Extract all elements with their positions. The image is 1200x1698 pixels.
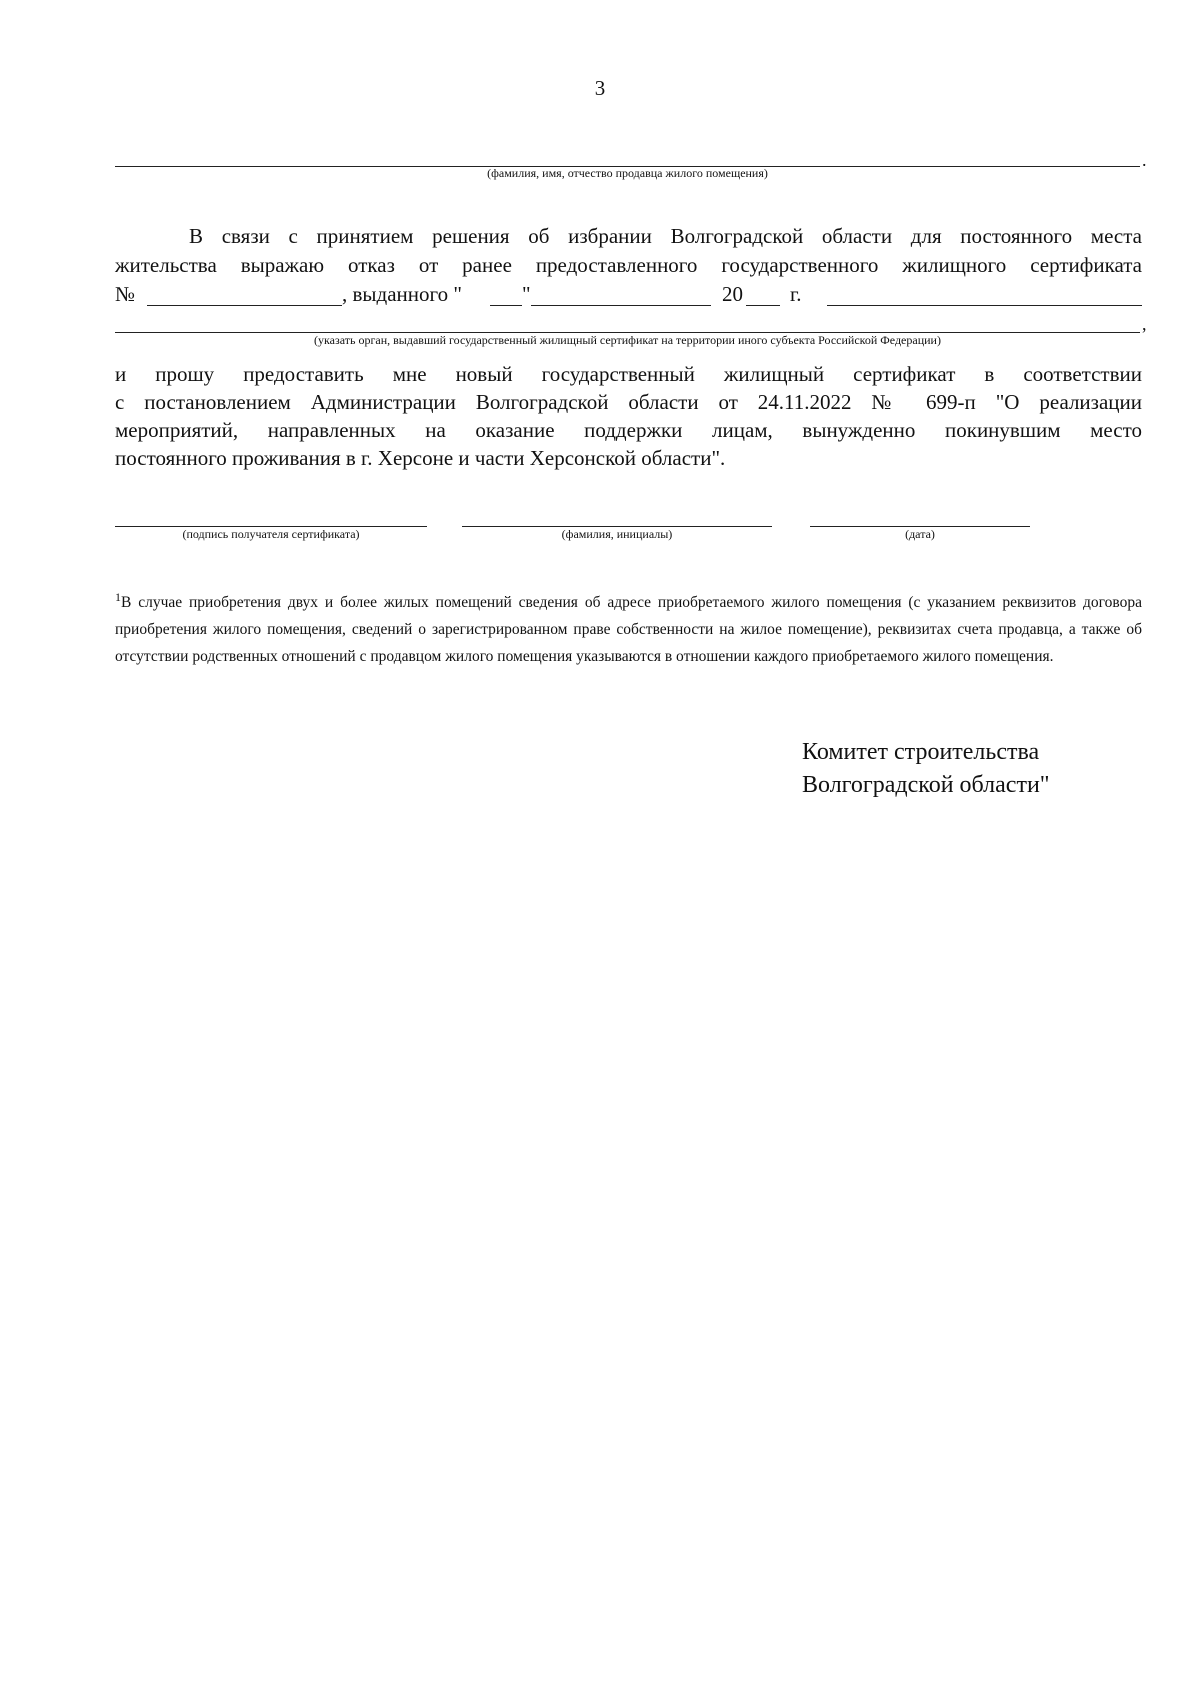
- signoff-line2: Волгоградской области": [802, 772, 1050, 798]
- quote-close: ": [522, 282, 531, 306]
- paragraph2-line2: с постановлением Администрации Волгоградской области от 24.11.2022 № 699-п "О реализации: [115, 390, 1142, 414]
- seller-trailing-period: .: [1142, 150, 1147, 170]
- paragraph2-line1: и прошу предоставить мне новый государственный жилищный сертификат в соответствии: [115, 362, 1142, 386]
- issuer-field-start[interactable]: [827, 305, 1142, 306]
- issue-year-field[interactable]: [746, 305, 780, 306]
- paragraph2-line3: мероприятий, направленных на оказание поддержки лицам, вынужденно покинувшим место: [115, 418, 1142, 442]
- seller-name-caption: (фамилия, имя, отчество продавца жилого помещения): [487, 166, 768, 180]
- year-suffix: г.: [790, 282, 802, 306]
- footnote-text: В случае приобретения двух и более жилых помещений сведения об адресе приобретаемого жилого помещения (с указанием реквизитов договора приобретения жилого помещения, сведений о зарегистрированном праве собственности на жилое помещение), реквизитах счета продавца, а также об отсутствии родственных отношений с продавцом жилого помещения указываются в отношении каждого приобретаемого жилого помещения.: [115, 594, 1142, 665]
- issuer-trailing-comma: ,: [1142, 314, 1147, 334]
- signoff-line1: Комитет строительства: [802, 739, 1040, 765]
- footnote-marker: 1: [115, 590, 121, 604]
- name-initials-caption: (фамилия, инициалы): [561, 527, 673, 541]
- paragraph1-line2: жительства выражаю отказ от ранее предоставленного государственного жилищного сертификата: [115, 253, 1142, 277]
- issuer-caption: (указать орган, выдавший государственный жилищный сертификат на территории иного субъекта Российской Федерации): [314, 333, 941, 347]
- issue-day-field[interactable]: [490, 305, 522, 306]
- issued-label: , выданного ": [342, 282, 462, 306]
- num-sign: №: [115, 282, 136, 306]
- issue-month-field[interactable]: [531, 305, 711, 306]
- paragraph1-line1: В связи с принятием решения об избрании Волгоградской области для постоянного места: [189, 224, 1142, 248]
- date-caption: (дата): [905, 527, 935, 541]
- signature-caption: (подпись получателя сертификата): [182, 527, 360, 541]
- page-number: 3: [594, 76, 606, 100]
- year-prefix: 20: [722, 282, 743, 306]
- footnote: [115, 584, 1142, 670]
- paragraph2-line4: постоянного проживания в г. Херсоне и части Херсонской области".: [115, 446, 726, 470]
- certificate-number-field[interactable]: [147, 305, 342, 306]
